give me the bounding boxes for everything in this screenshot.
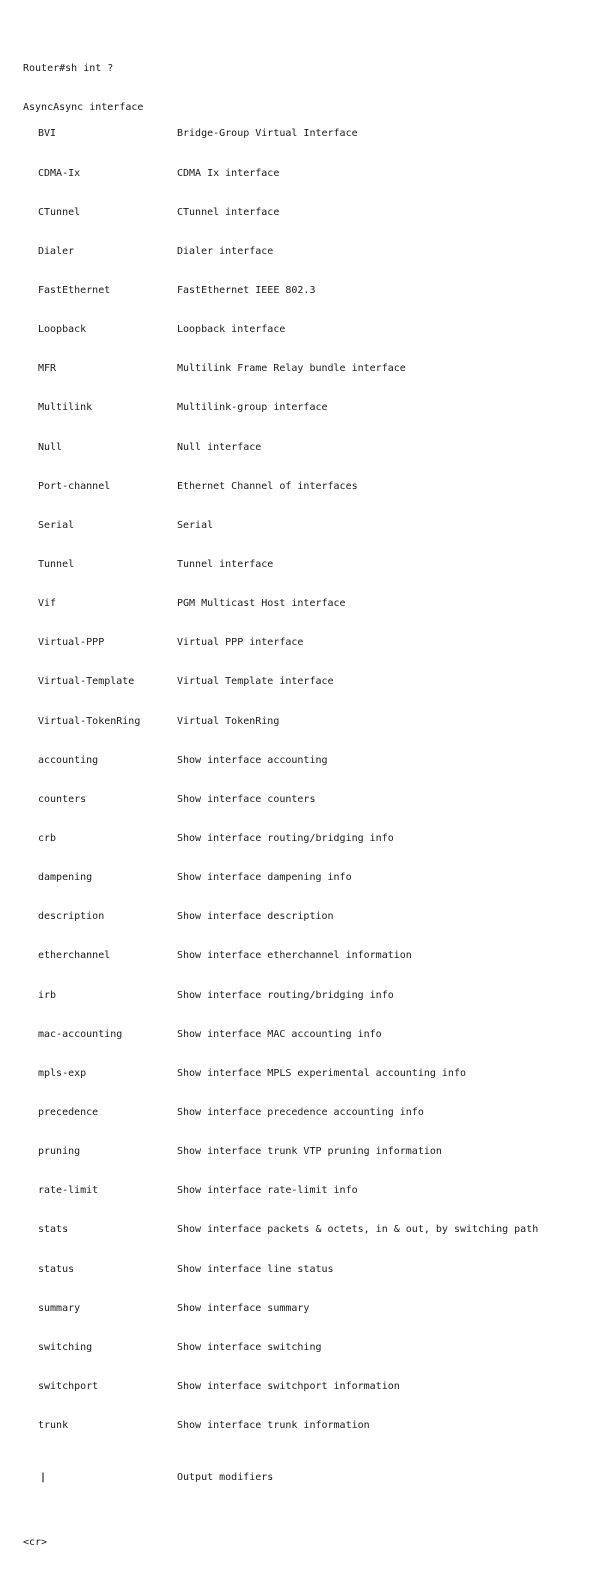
subcommand-description: Show interface rate-limit info bbox=[177, 1185, 358, 1197]
subcommand-description: Show interface routing/bridging info bbox=[177, 989, 394, 1001]
help-row bbox=[23, 675, 608, 688]
subcommand-name: status bbox=[38, 1263, 75, 1275]
interface-name: Dialer bbox=[38, 245, 75, 257]
interface-name: CTunnel bbox=[38, 206, 81, 218]
help-row bbox=[23, 1302, 608, 1315]
interface-name: Port-channel bbox=[38, 480, 111, 492]
help-row bbox=[23, 284, 608, 297]
help-row bbox=[23, 480, 608, 493]
subcommand-name: crb bbox=[38, 832, 57, 844]
interface-name: Multilink bbox=[38, 402, 93, 414]
interface-name: Serial bbox=[38, 519, 75, 531]
interface-description: Serial bbox=[177, 519, 214, 531]
help-row bbox=[23, 206, 608, 219]
subcommand-name: rate-limit bbox=[38, 1185, 99, 1197]
subcommand-description: Show interface dampening info bbox=[177, 872, 352, 884]
interface-name: Tunnel bbox=[38, 558, 75, 570]
interface-description: Tunnel interface bbox=[177, 558, 274, 570]
help-row bbox=[23, 715, 608, 728]
help-row bbox=[23, 1184, 608, 1197]
subcommand-description: Show interface accounting bbox=[177, 754, 328, 766]
help-row bbox=[23, 127, 608, 140]
help-row bbox=[23, 832, 608, 845]
terminal-output bbox=[23, 10, 608, 1549]
command-text: Router#sh int ? bbox=[23, 63, 114, 75]
interface-description: FastEthernet IEEE 802.3 bbox=[177, 284, 316, 296]
interface-description: Virtual Template interface bbox=[177, 676, 334, 688]
subcommand-description: Show interface precedence accounting info bbox=[177, 1106, 424, 1118]
interface-name: Null bbox=[38, 441, 63, 453]
help-row bbox=[23, 910, 608, 923]
interface-name: Vif bbox=[38, 598, 57, 610]
help-row bbox=[23, 597, 608, 610]
subcommand-name: precedence bbox=[38, 1106, 99, 1118]
subcommand-description: Show interface switchport information bbox=[177, 1380, 400, 1392]
help-row bbox=[23, 519, 608, 532]
subcommand-name: etherchannel bbox=[38, 950, 111, 962]
help-row bbox=[23, 401, 608, 414]
interface-description: CTunnel interface bbox=[177, 206, 280, 218]
subcommand-name: description bbox=[38, 911, 105, 923]
interface-description: Dialer interface bbox=[177, 245, 274, 257]
subcommand-description: Show interface counters bbox=[177, 793, 316, 805]
subcommand-name: irb bbox=[38, 989, 57, 1001]
subcommand-description: Show interface trunk information bbox=[177, 1420, 370, 1432]
interface-description: Virtual PPP interface bbox=[177, 637, 304, 649]
interface-description: Multilink-group interface bbox=[177, 402, 328, 414]
interface-name: Virtual-TokenRing bbox=[38, 715, 141, 727]
help-row bbox=[23, 1263, 608, 1276]
subcommand-description: Show interface routing/bridging info bbox=[177, 832, 394, 844]
header-line bbox=[23, 75, 608, 114]
subcommand-name: dampening bbox=[38, 872, 93, 884]
help-row bbox=[23, 1028, 608, 1041]
subcommand-name: accounting bbox=[38, 754, 99, 766]
help-row bbox=[23, 1380, 608, 1393]
interface-description: CDMA Ix interface bbox=[177, 167, 280, 179]
help-row bbox=[23, 323, 608, 336]
interface-name: Virtual-Template bbox=[38, 676, 135, 688]
help-row bbox=[23, 949, 608, 962]
interface-name: Loopback bbox=[38, 324, 87, 336]
subcommand-name: summary bbox=[38, 1302, 81, 1314]
header-text: AsyncAsync interface bbox=[23, 102, 144, 114]
subcommand-description: Show interface etherchannel information bbox=[177, 950, 412, 962]
subcommand-name: mpls-exp bbox=[38, 1067, 87, 1079]
subcommand-name: mac-accounting bbox=[38, 1028, 123, 1040]
subcommand-description: Show interface summary bbox=[177, 1302, 310, 1314]
interface-description: PGM Multicast Host interface bbox=[177, 598, 346, 610]
interface-description: Bridge-Group Virtual Interface bbox=[177, 128, 358, 140]
subcommand-description: Show interface packets & octets, in & out, by switching path bbox=[177, 1224, 539, 1236]
subcommand-name: switching bbox=[38, 1341, 93, 1353]
help-row bbox=[23, 1106, 608, 1119]
subcommand-name: counters bbox=[38, 793, 87, 805]
help-row bbox=[23, 1419, 608, 1432]
subcommand-description: Show interface description bbox=[177, 911, 334, 923]
subcommand-name: switchport bbox=[38, 1380, 99, 1392]
help-row bbox=[23, 245, 608, 258]
subcommand-description: Show interface line status bbox=[177, 1263, 334, 1275]
subcommand-description: Show interface MAC accounting info bbox=[177, 1028, 382, 1040]
help-row bbox=[23, 1223, 608, 1236]
interface-description: Null interface bbox=[177, 441, 262, 453]
interface-description: Ethernet Channel of interfaces bbox=[177, 480, 358, 492]
pipe-symbol: | bbox=[40, 1472, 47, 1484]
subcommand-description: Show interface MPLS experimental accounting info bbox=[177, 1067, 466, 1079]
interface-name: MFR bbox=[38, 363, 57, 375]
help-row bbox=[23, 167, 608, 180]
cr-line bbox=[23, 1510, 608, 1549]
help-row bbox=[23, 989, 608, 1002]
help-row bbox=[23, 871, 608, 884]
help-row bbox=[23, 1067, 608, 1080]
interface-name: FastEthernet bbox=[38, 284, 111, 296]
help-row bbox=[23, 362, 608, 375]
subcommand-name: stats bbox=[38, 1224, 69, 1236]
interface-name: BVI bbox=[38, 128, 57, 140]
interface-name: Virtual-PPP bbox=[38, 637, 105, 649]
subcommand-name: trunk bbox=[38, 1420, 69, 1432]
cr-text: <cr> bbox=[23, 1537, 48, 1549]
interface-name: CDMA-Ix bbox=[38, 167, 81, 179]
interface-description: Virtual TokenRing bbox=[177, 715, 280, 727]
help-row bbox=[23, 1341, 608, 1354]
subcommand-description: Show interface trunk VTP pruning information bbox=[177, 1146, 442, 1158]
help-row bbox=[23, 441, 608, 454]
subcommand-name: pruning bbox=[38, 1146, 81, 1158]
prompt-line bbox=[23, 36, 608, 75]
interface-description: Multilink Frame Relay bundle interface bbox=[177, 363, 406, 375]
help-row bbox=[23, 1145, 608, 1158]
help-row bbox=[23, 793, 608, 806]
subcommand-description: Show interface switching bbox=[177, 1341, 322, 1353]
pipe-description: Output modifiers bbox=[177, 1472, 274, 1484]
help-row bbox=[23, 636, 608, 649]
help-row bbox=[23, 558, 608, 571]
help-row bbox=[23, 754, 608, 767]
interface-description: Loopback interface bbox=[177, 324, 286, 336]
pipe-row bbox=[23, 1471, 608, 1484]
